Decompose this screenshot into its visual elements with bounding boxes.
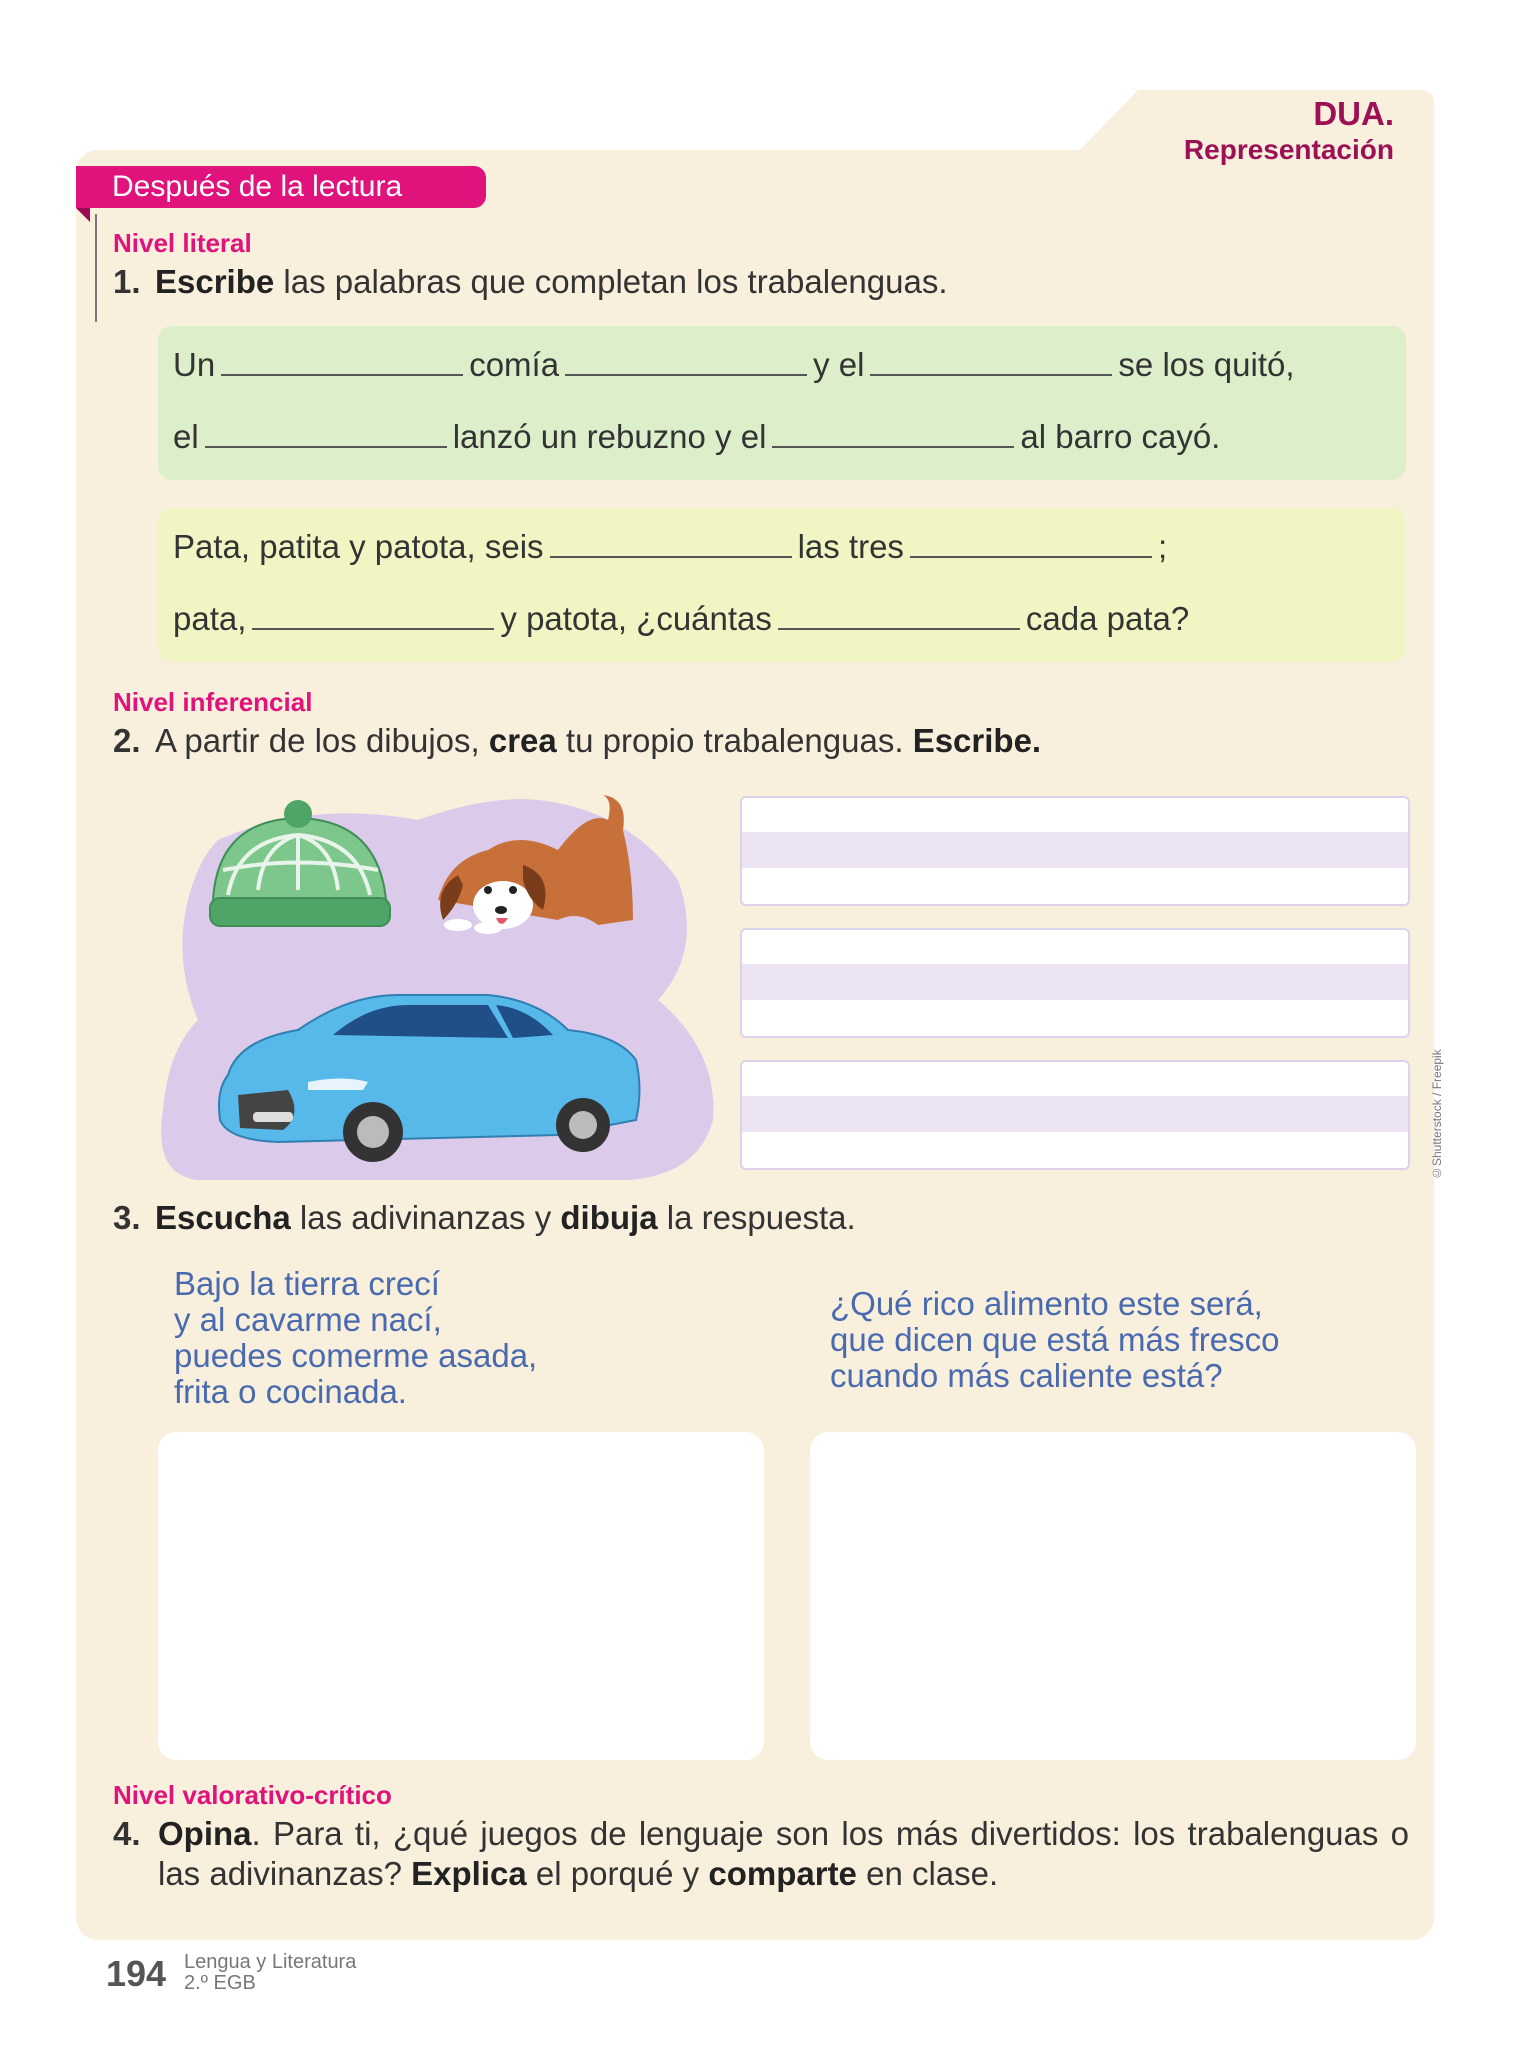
q1-text: las palabras que completan los trabalenguas. — [274, 263, 948, 300]
writing-lines-1[interactable] — [740, 796, 1410, 906]
text-el: el — [173, 418, 199, 455]
level-literal-label: Nivel literal — [113, 228, 252, 258]
section-banner: Después de la lectura — [76, 166, 486, 208]
riddle-right-line: que dicen que está más fresco — [830, 1321, 1280, 1358]
illustration-hat-dog-car — [158, 790, 722, 1180]
text-y-patota: y patota, ¿cuántas — [500, 600, 772, 637]
drawing-box-right[interactable] — [810, 1432, 1416, 1760]
page-number: 194 — [106, 1953, 167, 1994]
q3-verb-dibuja: dibuja — [560, 1199, 658, 1236]
text-pata: pata, — [173, 600, 247, 637]
q2-text-1: A partir de los dibujos, — [155, 722, 489, 759]
q1-number: 1. — [113, 263, 141, 300]
text-pata-patita: Pata, patita y patota, seis — [173, 528, 544, 565]
text-las-tres: las tres — [797, 528, 904, 565]
writing-stripe — [742, 832, 1408, 868]
riddle-right-line: ¿Qué rico alimento este será, — [830, 1285, 1263, 1322]
blank-field[interactable] — [221, 373, 463, 376]
riddle-right-line: cuando más caliente está? — [830, 1357, 1223, 1394]
riddle-left-line: Bajo la tierra crecí — [174, 1265, 440, 1302]
twister2-line1 — [173, 528, 1167, 566]
dua-subtitle: Representación — [1183, 134, 1394, 165]
q4-body — [113, 1814, 1409, 1894]
writing-lines-2[interactable] — [740, 928, 1410, 1038]
blank-field[interactable] — [205, 445, 447, 448]
text-al-barro: al barro cayó. — [1020, 418, 1221, 455]
dua-title: DUA. — [1313, 95, 1394, 132]
image-credit: ©Shutterstock / Freepik — [1430, 1049, 1444, 1180]
dua-label — [1184, 97, 1394, 164]
level-valorativo-label: Nivel valorativo-crítico — [113, 1780, 392, 1810]
blank-field[interactable] — [910, 555, 1152, 558]
text-y-el: y el — [813, 346, 865, 383]
blank-field[interactable] — [565, 373, 807, 376]
q2-number: 2. — [113, 722, 141, 759]
q4-text-2: el porqué y — [526, 1855, 709, 1892]
text-semicolon: ; — [1157, 528, 1168, 565]
grade-label: 2.º EGB — [184, 1972, 256, 1994]
q4-number: 4. — [113, 1815, 141, 1852]
question-1 — [113, 262, 948, 302]
riddle-right — [830, 1286, 1279, 1394]
riddle-left-line: y al cavarme nací, — [174, 1301, 442, 1338]
q2-verb-escribe: Escribe. — [912, 722, 1042, 759]
blank-field[interactable] — [772, 445, 1014, 448]
text-lanzo: lanzó un rebuzno y el — [452, 418, 767, 455]
question-2 — [113, 721, 1041, 761]
riddle-left-line: puedes comerme asada, — [174, 1337, 538, 1374]
blank-field[interactable] — [778, 627, 1020, 630]
text-se-los-quito: se los quitó, — [1118, 346, 1295, 383]
text-un: Un — [173, 346, 216, 383]
q4-verb-opina: Opina — [158, 1815, 252, 1852]
text-cada-pata: cada pata? — [1025, 600, 1190, 637]
twister1-line2 — [173, 418, 1220, 456]
q3-number: 3. — [113, 1199, 141, 1236]
q3-verb-escucha: Escucha — [155, 1199, 291, 1236]
question-4 — [113, 1814, 1409, 1894]
twister1-line1 — [173, 346, 1295, 384]
subject-info — [184, 1952, 356, 1994]
text-comia: comía — [469, 346, 560, 383]
blank-field[interactable] — [252, 627, 494, 630]
level-inferencial-label: Nivel inferencial — [113, 687, 313, 717]
q3-text-1: las adivinanzas y — [290, 1199, 561, 1236]
blank-field[interactable] — [870, 373, 1112, 376]
writing-lines-3[interactable] — [740, 1060, 1410, 1170]
q3-text-2: la respuesta. — [657, 1199, 856, 1236]
riddle-left-line: frita o cocinada. — [174, 1373, 407, 1410]
q4-verb-explica: Explica — [411, 1855, 527, 1892]
banner-fold — [76, 208, 90, 222]
q2-verb-crea: crea — [488, 722, 557, 759]
q4-verb-comparte: comparte — [708, 1855, 857, 1892]
q4-text-3: en clase. — [856, 1855, 999, 1892]
writing-stripe — [742, 1096, 1408, 1132]
subject-name: Lengua y Literatura — [184, 1951, 357, 1973]
q2-text-2: tu propio trabalenguas. — [556, 722, 913, 759]
twister2-line2 — [173, 600, 1189, 638]
writing-stripe — [742, 964, 1408, 1000]
question-3 — [113, 1198, 856, 1238]
blank-field[interactable] — [550, 555, 792, 558]
drawing-box-left[interactable] — [158, 1432, 764, 1760]
riddle-left — [174, 1266, 537, 1410]
q1-verb: Escribe — [155, 263, 275, 300]
q4-text-1: . Para ti, ¿qué juegos de lenguaje son los más divertidos: los trabalenguas o las adivinanzas? — [158, 1815, 1409, 1892]
left-rule — [95, 214, 97, 322]
